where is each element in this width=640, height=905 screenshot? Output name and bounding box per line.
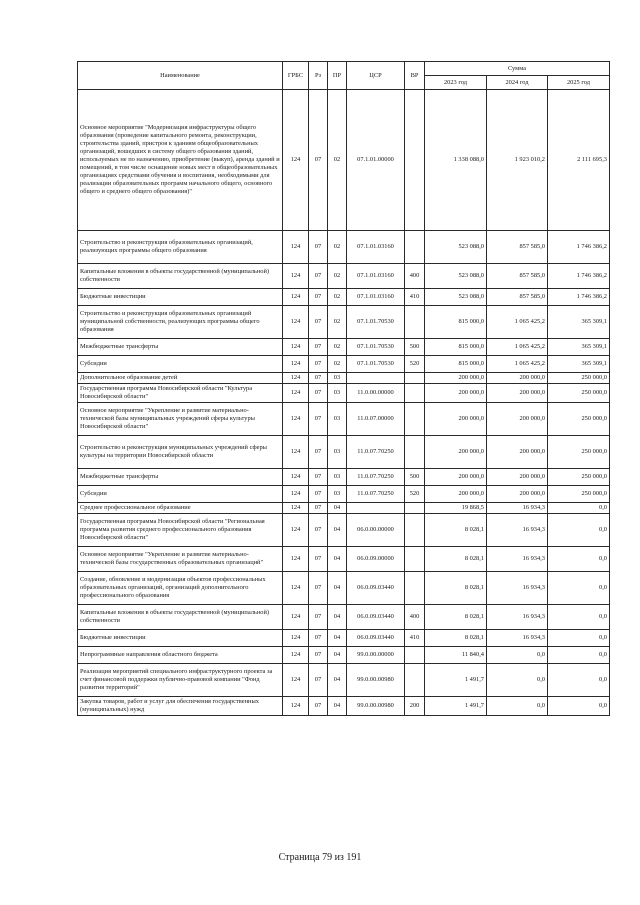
table-row bbox=[78, 356, 610, 373]
cell-s2025: 1 746 386,2 bbox=[548, 289, 610, 306]
cell-grbs: 124 bbox=[283, 373, 309, 384]
cell-csr: 06.0.09.03440 bbox=[347, 605, 405, 630]
cell-name: Государственная программа Новосибирской области "Культура Новосибирской области" bbox=[78, 384, 283, 403]
cell-s2024: 857 585,0 bbox=[487, 289, 548, 306]
cell-s2024: 0,0 bbox=[487, 697, 548, 716]
cell-pr: 03 bbox=[328, 486, 347, 503]
table-row bbox=[78, 384, 610, 403]
cell-grbs: 124 bbox=[283, 339, 309, 356]
cell-csr: 06.0.00.00000 bbox=[347, 514, 405, 547]
cell-csr bbox=[347, 373, 405, 384]
header-csr: ЦСР bbox=[347, 62, 405, 90]
cell-s2024: 0,0 bbox=[487, 664, 548, 697]
cell-csr: 07.1.01.70530 bbox=[347, 306, 405, 339]
cell-pr: 03 bbox=[328, 403, 347, 436]
cell-grbs: 124 bbox=[283, 547, 309, 572]
cell-grbs: 124 bbox=[283, 231, 309, 264]
table-row bbox=[78, 547, 610, 572]
cell-s2025: 0,0 bbox=[548, 647, 610, 664]
cell-grbs: 124 bbox=[283, 469, 309, 486]
cell-csr: 07.1.01.03160 bbox=[347, 231, 405, 264]
cell-grbs: 124 bbox=[283, 90, 309, 231]
cell-csr: 11.0.07.70250 bbox=[347, 486, 405, 503]
cell-s2023: 523 088,0 bbox=[425, 289, 487, 306]
cell-name: Дополнительное образование детей bbox=[78, 373, 283, 384]
cell-rz: 07 bbox=[309, 306, 328, 339]
cell-s2025: 0,0 bbox=[548, 605, 610, 630]
cell-s2025: 0,0 bbox=[548, 630, 610, 647]
cell-name: Строительство и реконструкция образовательных организаций, реализующих программы общего образования bbox=[78, 231, 283, 264]
cell-s2024: 16 934,3 bbox=[487, 572, 548, 605]
cell-name: Закупка товаров, работ и услуг для обеспечения государственных (муниципальных) нужд bbox=[78, 697, 283, 716]
cell-rz: 07 bbox=[309, 339, 328, 356]
cell-csr: 06.0.09.00000 bbox=[347, 547, 405, 572]
cell-rz: 07 bbox=[309, 289, 328, 306]
cell-s2025: 2 111 695,3 bbox=[548, 90, 610, 231]
cell-grbs: 124 bbox=[283, 486, 309, 503]
cell-name: Бюджетные инвестиции bbox=[78, 289, 283, 306]
cell-name: Межбюджетные трансферты bbox=[78, 339, 283, 356]
cell-rz: 07 bbox=[309, 436, 328, 469]
cell-csr: 99.0.00.00980 bbox=[347, 697, 405, 716]
cell-rz: 07 bbox=[309, 264, 328, 289]
table-row bbox=[78, 572, 610, 605]
cell-s2024: 857 585,0 bbox=[487, 264, 548, 289]
cell-rz: 07 bbox=[309, 664, 328, 697]
cell-name: Основное мероприятие "Укрепление и развитие материально-технической базы муниципальных учреждений сферы культуры Новосибирской области" bbox=[78, 403, 283, 436]
cell-rz: 07 bbox=[309, 647, 328, 664]
cell-s2023: 523 088,0 bbox=[425, 264, 487, 289]
cell-name: Основное мероприятие "Укрепление и развитие материально-технической базы государственных образовательных организаций" bbox=[78, 547, 283, 572]
cell-s2024: 200 000,0 bbox=[487, 469, 548, 486]
cell-s2025: 1 746 386,2 bbox=[548, 231, 610, 264]
cell-csr: 06.0.09.03440 bbox=[347, 630, 405, 647]
cell-vr bbox=[405, 384, 425, 403]
cell-s2023: 200 000,0 bbox=[425, 373, 487, 384]
cell-name: Бюджетные инвестиции bbox=[78, 630, 283, 647]
cell-grbs: 124 bbox=[283, 436, 309, 469]
cell-name: Субсидии bbox=[78, 486, 283, 503]
table-row bbox=[78, 231, 610, 264]
cell-pr: 03 bbox=[328, 384, 347, 403]
table-row bbox=[78, 664, 610, 697]
cell-rz: 07 bbox=[309, 514, 328, 547]
cell-pr: 02 bbox=[328, 289, 347, 306]
cell-vr bbox=[405, 436, 425, 469]
cell-vr bbox=[405, 503, 425, 514]
table-row bbox=[78, 514, 610, 547]
table-row bbox=[78, 605, 610, 630]
cell-csr: 11.0.07.70250 bbox=[347, 469, 405, 486]
cell-grbs: 124 bbox=[283, 306, 309, 339]
cell-rz: 07 bbox=[309, 605, 328, 630]
cell-vr: 400 bbox=[405, 605, 425, 630]
table-row bbox=[78, 373, 610, 384]
budget-table bbox=[77, 61, 610, 716]
header-2024: 2024 год bbox=[487, 76, 548, 90]
cell-grbs: 124 bbox=[283, 503, 309, 514]
cell-s2025: 365 309,1 bbox=[548, 306, 610, 339]
cell-s2025: 250 000,0 bbox=[548, 469, 610, 486]
cell-csr bbox=[347, 503, 405, 514]
cell-s2025: 250 000,0 bbox=[548, 384, 610, 403]
header-2025: 2025 год bbox=[548, 76, 610, 90]
cell-name: Государственная программа Новосибирской области "Региональная программа развития среднего профессионального образования Новосибирской области" bbox=[78, 514, 283, 547]
cell-s2025: 250 000,0 bbox=[548, 486, 610, 503]
cell-s2023: 200 000,0 bbox=[425, 486, 487, 503]
cell-pr: 02 bbox=[328, 306, 347, 339]
cell-pr: 03 bbox=[328, 436, 347, 469]
header-pr: ПР bbox=[328, 62, 347, 90]
cell-pr: 04 bbox=[328, 697, 347, 716]
cell-vr bbox=[405, 90, 425, 231]
cell-pr: 04 bbox=[328, 547, 347, 572]
cell-s2024: 200 000,0 bbox=[487, 403, 548, 436]
cell-vr bbox=[405, 231, 425, 264]
cell-s2023: 1 491,7 bbox=[425, 664, 487, 697]
cell-name: Строительство и реконструкция образовательных организаций муниципальной собственности, реализующих программы общего образования bbox=[78, 306, 283, 339]
cell-s2023: 8 028,1 bbox=[425, 572, 487, 605]
cell-pr: 04 bbox=[328, 572, 347, 605]
page-footer: Страница 79 из 191 bbox=[278, 852, 362, 863]
cell-s2025: 0,0 bbox=[548, 697, 610, 716]
cell-s2025: 250 000,0 bbox=[548, 436, 610, 469]
cell-vr bbox=[405, 664, 425, 697]
cell-rz: 07 bbox=[309, 384, 328, 403]
cell-csr: 06.0.09.03440 bbox=[347, 572, 405, 605]
cell-s2023: 8 028,1 bbox=[425, 630, 487, 647]
cell-csr: 11.0.07.70250 bbox=[347, 436, 405, 469]
cell-grbs: 124 bbox=[283, 697, 309, 716]
cell-s2025: 365 309,1 bbox=[548, 356, 610, 373]
cell-name: Капитальные вложения в объекты государственной (муниципальной) собственности bbox=[78, 605, 283, 630]
cell-s2024: 16 934,3 bbox=[487, 514, 548, 547]
cell-rz: 07 bbox=[309, 503, 328, 514]
cell-grbs: 124 bbox=[283, 264, 309, 289]
cell-name: Капитальные вложения в объекты государственной (муниципальной) собственности bbox=[78, 264, 283, 289]
cell-s2025: 250 000,0 bbox=[548, 403, 610, 436]
table-row bbox=[78, 697, 610, 716]
cell-csr: 07.1.01.70530 bbox=[347, 339, 405, 356]
cell-grbs: 124 bbox=[283, 356, 309, 373]
cell-csr: 11.0.07.00000 bbox=[347, 403, 405, 436]
cell-s2025: 0,0 bbox=[548, 572, 610, 605]
header-grbs: ГРБС bbox=[283, 62, 309, 90]
table-row bbox=[78, 90, 610, 231]
cell-grbs: 124 bbox=[283, 403, 309, 436]
cell-rz: 07 bbox=[309, 373, 328, 384]
cell-rz: 07 bbox=[309, 630, 328, 647]
cell-vr: 500 bbox=[405, 469, 425, 486]
cell-pr: 04 bbox=[328, 630, 347, 647]
cell-rz: 07 bbox=[309, 486, 328, 503]
cell-csr: 07.1.01.03160 bbox=[347, 264, 405, 289]
cell-grbs: 124 bbox=[283, 384, 309, 403]
cell-vr bbox=[405, 547, 425, 572]
cell-s2023: 1 338 088,0 bbox=[425, 90, 487, 231]
cell-s2024: 16 934,3 bbox=[487, 605, 548, 630]
cell-rz: 07 bbox=[309, 231, 328, 264]
cell-pr: 04 bbox=[328, 503, 347, 514]
cell-s2024: 200 000,0 bbox=[487, 384, 548, 403]
cell-grbs: 124 bbox=[283, 605, 309, 630]
cell-s2025: 0,0 bbox=[548, 503, 610, 514]
cell-s2023: 815 000,0 bbox=[425, 356, 487, 373]
cell-name: Субсидии bbox=[78, 356, 283, 373]
cell-grbs: 124 bbox=[283, 572, 309, 605]
cell-vr bbox=[405, 306, 425, 339]
cell-s2025: 250 000,0 bbox=[548, 373, 610, 384]
cell-grbs: 124 bbox=[283, 647, 309, 664]
header-2023: 2023 год bbox=[425, 76, 487, 90]
cell-s2024: 200 000,0 bbox=[487, 486, 548, 503]
cell-csr: 07.1.01.70530 bbox=[347, 356, 405, 373]
cell-s2024: 200 000,0 bbox=[487, 436, 548, 469]
table-row bbox=[78, 647, 610, 664]
cell-s2023: 8 028,1 bbox=[425, 514, 487, 547]
cell-s2023: 200 000,0 bbox=[425, 403, 487, 436]
cell-s2023: 815 000,0 bbox=[425, 339, 487, 356]
cell-grbs: 124 bbox=[283, 630, 309, 647]
cell-vr bbox=[405, 647, 425, 664]
table-row bbox=[78, 289, 610, 306]
table-row bbox=[78, 436, 610, 469]
cell-s2024: 16 934,3 bbox=[487, 630, 548, 647]
cell-vr: 410 bbox=[405, 630, 425, 647]
cell-s2025: 0,0 bbox=[548, 547, 610, 572]
cell-rz: 07 bbox=[309, 469, 328, 486]
cell-s2023: 200 000,0 bbox=[425, 384, 487, 403]
table-row bbox=[78, 264, 610, 289]
cell-rz: 07 bbox=[309, 356, 328, 373]
cell-vr: 520 bbox=[405, 356, 425, 373]
cell-pr: 03 bbox=[328, 469, 347, 486]
table-row bbox=[78, 469, 610, 486]
table-row bbox=[78, 306, 610, 339]
cell-rz: 07 bbox=[309, 547, 328, 572]
cell-name: Реализация мероприятий специального инфраструктурного проекта за счет финансовой поддержки публично-правовой компании "Фонд развития территорий" bbox=[78, 664, 283, 697]
cell-s2025: 0,0 bbox=[548, 664, 610, 697]
table-row bbox=[78, 503, 610, 514]
table-row bbox=[78, 403, 610, 436]
cell-s2024: 1 065 425,2 bbox=[487, 356, 548, 373]
cell-vr: 200 bbox=[405, 697, 425, 716]
cell-csr: 11.0.00.00000 bbox=[347, 384, 405, 403]
cell-s2025: 365 309,1 bbox=[548, 339, 610, 356]
cell-rz: 07 bbox=[309, 90, 328, 231]
cell-s2023: 200 000,0 bbox=[425, 469, 487, 486]
cell-name: Среднее профессиональное образование bbox=[78, 503, 283, 514]
cell-pr: 04 bbox=[328, 605, 347, 630]
cell-name: Строительство и реконструкция муниципальных учреждений сферы культуры на территории Новосибирской области bbox=[78, 436, 283, 469]
cell-vr: 500 bbox=[405, 339, 425, 356]
cell-grbs: 124 bbox=[283, 514, 309, 547]
cell-pr: 04 bbox=[328, 514, 347, 547]
cell-vr: 410 bbox=[405, 289, 425, 306]
cell-s2023: 1 491,7 bbox=[425, 697, 487, 716]
cell-s2024: 857 585,0 bbox=[487, 231, 548, 264]
cell-pr: 02 bbox=[328, 231, 347, 264]
cell-s2024: 16 934,3 bbox=[487, 547, 548, 572]
cell-name: Непрограммные направления областного бюджета bbox=[78, 647, 283, 664]
cell-csr: 99.0.00.00000 bbox=[347, 647, 405, 664]
header-sum: Сумма bbox=[425, 62, 610, 76]
cell-csr: 07.1.01.03160 bbox=[347, 289, 405, 306]
cell-pr: 04 bbox=[328, 647, 347, 664]
cell-s2023: 11 840,4 bbox=[425, 647, 487, 664]
header-vr: ВР bbox=[405, 62, 425, 90]
header-rz: Рз bbox=[309, 62, 328, 90]
header-name: Наименование bbox=[78, 62, 283, 90]
cell-s2024: 1 923 010,2 bbox=[487, 90, 548, 231]
cell-s2024: 16 934,3 bbox=[487, 503, 548, 514]
cell-name: Создание, обновление и модернизация объектов профессиональных образовательных организаций, организаций дополнительного профессионального образования bbox=[78, 572, 283, 605]
cell-s2024: 1 065 425,2 bbox=[487, 339, 548, 356]
table-row bbox=[78, 486, 610, 503]
cell-rz: 07 bbox=[309, 697, 328, 716]
table-row bbox=[78, 630, 610, 647]
cell-name: Межбюджетные трансферты bbox=[78, 469, 283, 486]
cell-s2023: 200 000,0 bbox=[425, 436, 487, 469]
cell-pr: 02 bbox=[328, 339, 347, 356]
cell-rz: 07 bbox=[309, 572, 328, 605]
cell-pr: 04 bbox=[328, 664, 347, 697]
cell-pr: 02 bbox=[328, 264, 347, 289]
cell-pr: 03 bbox=[328, 373, 347, 384]
cell-pr: 02 bbox=[328, 90, 347, 231]
cell-s2025: 0,0 bbox=[548, 514, 610, 547]
cell-csr: 07.1.01.00000 bbox=[347, 90, 405, 231]
cell-s2025: 1 746 386,2 bbox=[548, 264, 610, 289]
cell-vr bbox=[405, 403, 425, 436]
cell-s2023: 815 000,0 bbox=[425, 306, 487, 339]
cell-vr bbox=[405, 514, 425, 547]
cell-s2024: 200 000,0 bbox=[487, 373, 548, 384]
cell-s2023: 19 868,5 bbox=[425, 503, 487, 514]
cell-csr: 99.0.00.00980 bbox=[347, 664, 405, 697]
cell-s2024: 0,0 bbox=[487, 647, 548, 664]
cell-vr: 400 bbox=[405, 264, 425, 289]
cell-grbs: 124 bbox=[283, 664, 309, 697]
cell-name: Основное мероприятие "Модернизация инфраструктуры общего образования (проведение капитального ремонта, реконструкции, строительства зданий, пристроя к зданиям общеобразовательных организаций, вошедших в систему общего образования зданий, используемых не по назначению, приобретение (выкуп), аренда зданий и помещений, в том числе оснащение новых мест в общеобразовательных организациях средствами обучения и воспитания, необходимыми для реализации образовательных программ начального общего, основного общего и среднего общего образования)" bbox=[78, 90, 283, 231]
table-row bbox=[78, 339, 610, 356]
cell-vr bbox=[405, 373, 425, 384]
cell-vr bbox=[405, 572, 425, 605]
cell-s2023: 523 088,0 bbox=[425, 231, 487, 264]
cell-pr: 02 bbox=[328, 356, 347, 373]
cell-grbs: 124 bbox=[283, 289, 309, 306]
cell-vr: 520 bbox=[405, 486, 425, 503]
cell-s2023: 8 028,1 bbox=[425, 605, 487, 630]
cell-s2024: 1 065 425,2 bbox=[487, 306, 548, 339]
cell-rz: 07 bbox=[309, 403, 328, 436]
cell-s2023: 8 028,1 bbox=[425, 547, 487, 572]
